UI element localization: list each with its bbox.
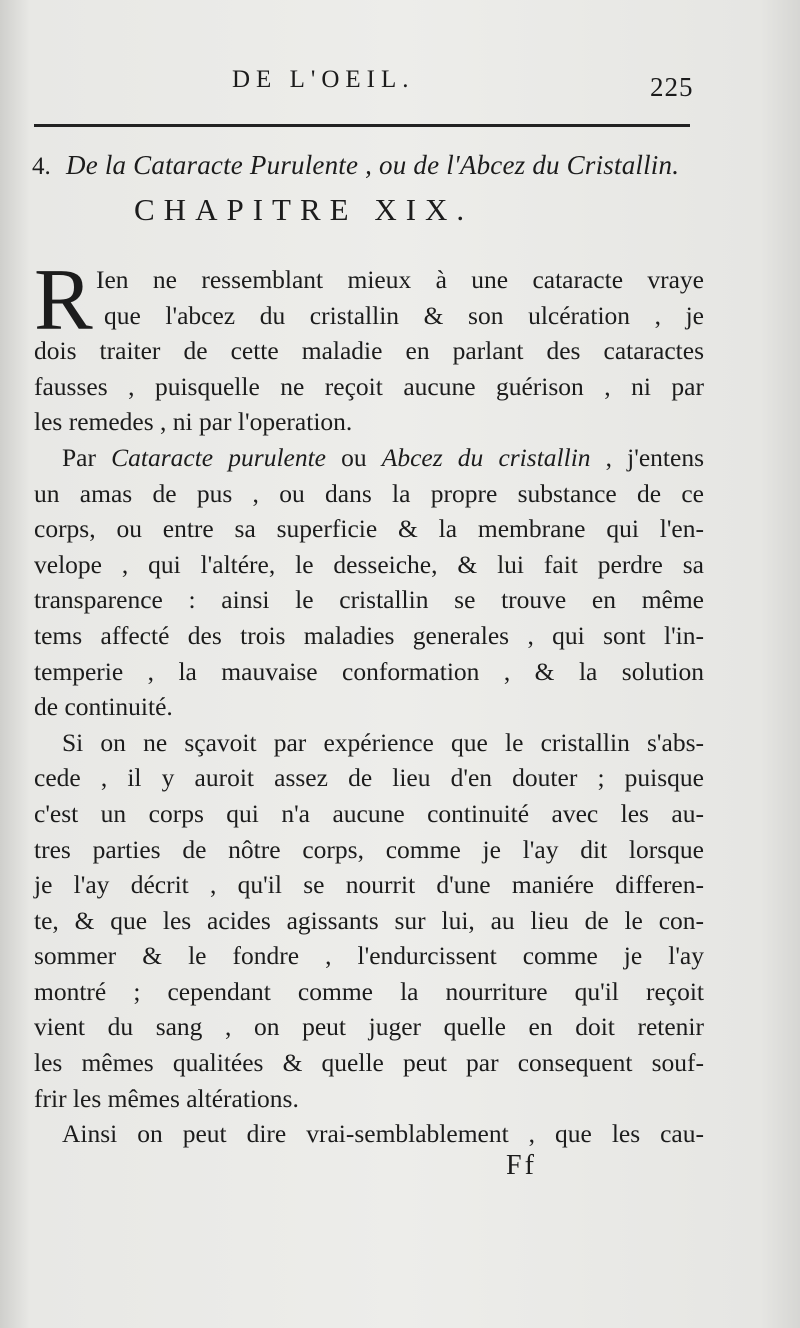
text-line: de continuité. [34, 692, 173, 722]
text-line: corps, ou entre sa superficie & la membrane qui l'en- [34, 514, 704, 544]
italic-term: Cataracte purulente [111, 442, 326, 472]
paragraph-1 [34, 252, 704, 440]
text-line: te, & que les acides agissants sur lui, au lieu de le con- [34, 905, 704, 935]
text-line: montré ; cependant comme la nourriture qu'il reçoit [34, 976, 704, 1006]
text-line: je l'ay décrit , qu'il se nourrit d'une maniére differen- [34, 870, 704, 900]
text-line: les mêmes qualitées & quelle peut par consequent souf- [34, 1048, 704, 1078]
text-line: que l'abcez du cristallin & son ulcération , je [104, 300, 704, 330]
text-line: un amas de pus , ou dans la propre substance de ce [34, 478, 704, 508]
drop-cap: R [34, 252, 93, 349]
text-line-content: Ien ne ressemblant mieux à une cataracte vraye [96, 265, 704, 294]
text-line: Ainsi on peut dire vrai-semblablement , que les cau- [62, 1119, 704, 1149]
text-line: Si on ne sçavoit par expérience que le cristallin s'abs- [62, 727, 704, 757]
header-rule [34, 124, 690, 127]
text-run: , j'entens [590, 442, 705, 472]
text-line: fausses , puisquelle ne reçoit aucune guérison , ni par [34, 371, 704, 401]
text-line: dois traiter de cette maladie en parlant des cataractes [34, 336, 704, 366]
body-text [34, 252, 705, 1152]
chapter-heading: CHAPITRE XIX. [134, 192, 474, 227]
text-line: cede , il y auroit assez de lieu d'en douter ; puisque [34, 763, 704, 793]
text-line: vient du sang , on peut juger quelle en doit retenir [34, 1012, 704, 1042]
catchword: Ff [506, 1150, 537, 1181]
text-line: c'est un corps qui n'a aucune continuité avec les au- [34, 798, 704, 828]
text-line: frir les mêmes altérations. [34, 1083, 299, 1113]
paragraph-2 [34, 440, 704, 725]
text-line: tems affecté des trois maladies generales , qui sont l'in- [34, 620, 704, 650]
text-run: Par [62, 442, 112, 472]
page-number: 225 [650, 72, 694, 102]
text-line: les remedes , ni par l'operation. [34, 407, 353, 437]
running-title: DE L'OEIL. [232, 66, 415, 93]
text-line: transparence : ainsi le cristallin se trouve en même [34, 585, 704, 615]
text-line: velope , qui l'altére, le desseiche, & lui fait perdre sa [34, 549, 704, 579]
text-line [34, 440, 704, 476]
paragraph-4 [34, 1116, 704, 1152]
text-line: temperie , la mauvaise conformation , & la solution [34, 656, 704, 686]
italic-term: Abcez du cristallin [381, 442, 591, 472]
running-head [0, 66, 800, 106]
text-line: tres parties de nôtre corps, comme je l'ay dit lorsque [34, 834, 704, 864]
side-number: 4. [32, 153, 51, 180]
text-run: ou [326, 442, 382, 472]
section-title: De la Cataracte Purulente , ou de l'Abcez du Cristallin. [66, 150, 680, 180]
paragraph-3 [34, 725, 704, 1117]
text-line: sommer & le fondre , l'endurcissent comme je l'ay [34, 941, 704, 971]
